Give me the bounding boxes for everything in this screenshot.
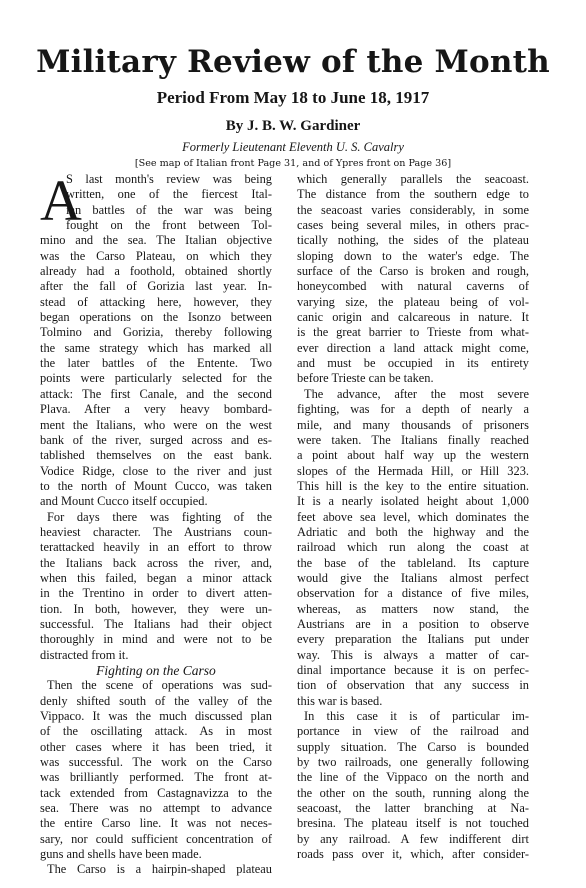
article-column-left: [40, 168, 272, 878]
text-line: In this case it is of particular im-: [304, 709, 529, 724]
text-line: every preparation the Italians put under: [297, 632, 529, 647]
text-line: surface of the Carso is broken and rough,: [297, 264, 529, 279]
text-line: by any railroad. A few indifferent dirt: [297, 831, 529, 846]
text-line: ever direction a land attack might come,: [297, 340, 529, 355]
text-line: Tolmino and Gorizia, thereby following: [40, 325, 272, 340]
map-reference-note: [See map of Italian front Page 31, and of Ypres front on Page 36]: [134, 158, 452, 169]
text-line: mino and the sea. The Italian objective: [40, 233, 272, 248]
article-column-right: [297, 172, 529, 862]
text-line: this war is based.: [297, 693, 383, 708]
text-line: successful. The Italians had their object: [40, 616, 272, 631]
text-line: mile, and many thousands of prisoners: [297, 417, 529, 432]
text-line: tablished themselves on the east bank.: [40, 448, 272, 463]
text-line: cases being several miles, in others prac-: [297, 218, 529, 233]
text-line: portance in view of the railroad and: [297, 724, 529, 739]
text-line: way. This is always a matter of car-: [297, 647, 529, 662]
text-line: the base of the tableland. Its capture: [297, 555, 529, 570]
text-line: roads pass over it, which, after consider-: [297, 847, 529, 862]
text-line: sloping down to the water's edge. The: [297, 248, 529, 263]
text-line: sea. There was no attempt to advance: [40, 801, 272, 816]
text-line: honeycombed with natural caverns of: [297, 279, 529, 294]
text-line: were taken. The Italians finally reached: [297, 432, 529, 447]
text-line: distracted from it.: [40, 647, 129, 662]
text-line: would give the Italians almost perfect: [297, 570, 529, 585]
text-line: Austrians are in a position to observe: [297, 616, 529, 631]
text-line: the same strategy which has marked all: [40, 340, 272, 355]
text-line: denly shifted south of the valley of the: [40, 693, 272, 708]
text-line: when this failed, began a minor attack: [40, 570, 272, 585]
text-line: Vippaco. It was the much discussed plan: [40, 709, 272, 724]
text-line: sary, nor could sufficient concentration of: [40, 831, 272, 846]
text-line: tion. In both, however, they were un-: [40, 601, 272, 616]
text-line: stead of attacking here, however, they: [40, 294, 272, 309]
text-line: Then the scene of operations was sud-: [47, 678, 272, 693]
section-subheading: Fighting on the Carso: [96, 663, 216, 678]
text-line: the Italians back across the river, and,: [40, 555, 272, 570]
text-line: bank of the river, surged across and es-: [40, 432, 272, 447]
text-line: the seacoast varies considerably, in some: [297, 202, 529, 217]
text-line: was the Carso Plateau, on which they: [40, 248, 272, 263]
text-line: and must be occupied in its entirety: [297, 356, 529, 371]
text-line: tion of observation that any success in: [297, 678, 529, 693]
text-line: It is a nearly isolated height about 1,000: [297, 494, 529, 509]
text-line: Vodice Ridge, close to the river and just: [40, 463, 272, 478]
author-byline: By J. B. W. Gardiner: [225, 118, 361, 134]
text-line: The Carso is a hairpin-shaped plateau: [47, 862, 272, 877]
text-line: in the Trentino in order to divert atten-: [40, 586, 272, 601]
drop-cap: A: [40, 168, 82, 233]
text-line: before Trieste can be taken.: [297, 371, 434, 386]
text-line: attack: The first Canale, and the second: [40, 386, 272, 401]
article-period: Period From May 18 to June 18, 1917: [156, 88, 430, 107]
text-line: of the oscillating attack. As in most: [40, 724, 272, 739]
text-line: This hill is the key to the entire situation.: [297, 478, 529, 493]
text-line: which generally parallels the seacoast.: [297, 172, 529, 186]
text-line: to the north of Mount Cucco, was taken: [40, 478, 272, 493]
text-line: The distance from the southern edge to: [297, 187, 529, 202]
text-line: supply situation. The Carso is bounded: [297, 739, 529, 754]
text-line: guns and shells have been made.: [40, 847, 202, 862]
text-line: Adriatic and both the highway and the: [297, 524, 529, 539]
text-line: tack extended from Castagnavizza to the: [40, 785, 272, 800]
text-line: ian battles of the war was being: [66, 202, 272, 217]
text-line: canic origin and calcareous in nature. It: [297, 310, 529, 325]
text-line: dinal importance because it is on perfec-: [297, 663, 529, 677]
text-line: Plava. After a very heavy bombard-: [40, 402, 272, 417]
text-line: S last month's review was being: [66, 172, 272, 186]
text-line: already had a foothold, obtained shortly: [40, 264, 272, 279]
text-line: the later battles of the Entente. Two: [40, 356, 272, 371]
text-line: other cases where it has been tried, it: [40, 739, 272, 754]
text-line: bresina. The plateau itself is not touched: [297, 816, 529, 831]
text-line: whereas, as matters now stand, the: [297, 601, 529, 616]
text-line: was successful. The work on the Carso: [40, 755, 272, 770]
text-line: thoroughly in mind and were not to be: [40, 632, 272, 647]
text-line: is the great barrier to Trieste from what-: [297, 325, 529, 340]
text-line: by two railroads, one generally following: [297, 755, 529, 770]
author-affiliation: Formerly Lieutenant Eleventh U. S. Cavalry: [182, 140, 404, 154]
text-line: feet above sea level, which dominates the: [297, 509, 529, 524]
text-line: fighting, was for a depth of nearly a: [297, 402, 529, 417]
text-line: varying size, the plateau being of vol-: [297, 294, 529, 309]
text-line: after the fall of Gorizia last year. In-: [40, 279, 272, 294]
text-line: began operations on the Isonzo between: [40, 310, 272, 325]
text-line: terattacked heavily in an effort to throw: [40, 540, 272, 555]
article-title: Military Review of the Month: [36, 44, 550, 80]
text-line: slopes of the Hermada Hill, or Hill 323.: [297, 463, 529, 478]
text-line: tically nothing, the sides of the plateau: [297, 233, 529, 248]
text-line: the other on the south, running along the: [297, 785, 529, 800]
text-line: was brilliantly performed. The front at-: [40, 770, 272, 785]
text-line: the entire Carso line. It was not neces-: [40, 816, 272, 831]
text-line: the line of the Vippaco on the north and: [297, 770, 529, 785]
text-line: seacoast, the latter branching at Na-: [297, 801, 529, 816]
text-line: The advance, after the most severe: [304, 386, 529, 401]
text-line: written, one of the fiercest Ital-: [66, 187, 272, 202]
text-line: railroad which run along the coast at: [297, 540, 529, 555]
text-line: heaviest character. The Austrians coun-: [40, 524, 272, 539]
text-line: points were particularly selected for the: [40, 371, 272, 386]
text-line: For days there was fighting of the: [47, 509, 272, 524]
text-line: fought on the front between Tol-: [66, 218, 272, 233]
text-line: ment the Italians, who were on the west: [40, 417, 272, 432]
text-line: a point about half way up the western: [297, 448, 529, 463]
text-line: and Mount Cucco itself occupied.: [40, 494, 208, 509]
text-line: observation for a distance of five miles,: [297, 586, 529, 601]
